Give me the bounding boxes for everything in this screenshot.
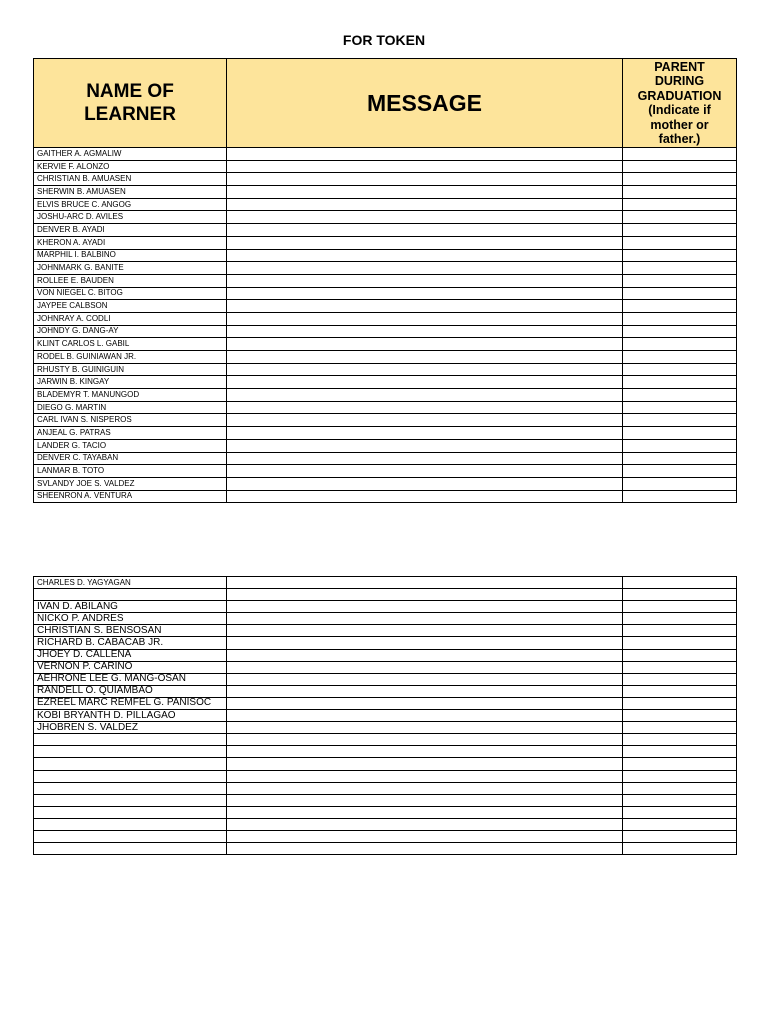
learner-name: SHEENRON A. VENTURA — [34, 490, 227, 503]
table-row — [34, 577, 737, 589]
message-cell[interactable] — [227, 173, 623, 186]
message-cell[interactable] — [227, 685, 623, 697]
table-row — [34, 325, 737, 338]
message-cell[interactable] — [227, 211, 623, 224]
learner-name — [34, 843, 227, 855]
parent-cell[interactable] — [623, 262, 737, 275]
message-cell[interactable] — [227, 312, 623, 325]
table-row — [34, 722, 737, 734]
parent-cell[interactable] — [623, 806, 737, 818]
message-cell[interactable] — [227, 830, 623, 842]
table-row — [34, 782, 737, 794]
message-cell[interactable] — [227, 722, 623, 734]
message-cell[interactable] — [227, 673, 623, 685]
message-cell[interactable] — [227, 465, 623, 478]
message-cell[interactable] — [227, 274, 623, 287]
table-row — [34, 312, 737, 325]
table-row — [34, 589, 737, 601]
table-row — [34, 710, 737, 722]
table-row — [34, 830, 737, 842]
document-title: FOR TOKEN — [342, 32, 426, 48]
table-row — [34, 376, 737, 389]
learner-name: LANDER G. TACIO — [34, 439, 227, 452]
learner-name: JOSHU-ARC D. AVILES — [34, 211, 227, 224]
message-cell[interactable] — [227, 758, 623, 770]
parent-cell[interactable] — [623, 673, 737, 685]
learner-name: ELVIS BRUCE C. ANGOG — [34, 198, 227, 211]
table-row — [34, 236, 737, 249]
learner-name: JOHNDY G. DANG-AY — [34, 325, 227, 338]
header-name-of-learner: NAME OF LEARNER — [34, 59, 227, 148]
table-row — [34, 262, 737, 275]
message-cell[interactable] — [227, 710, 623, 722]
message-cell[interactable] — [227, 843, 623, 855]
table-row — [34, 211, 737, 224]
message-cell[interactable] — [227, 300, 623, 313]
learner-name — [34, 589, 227, 601]
table-row — [34, 160, 737, 173]
learner-name: BLADEMYR T. MANUNGOD — [34, 389, 227, 402]
learner-name: EZREEL MARC REMFEL G. PANISOC — [34, 697, 227, 709]
parent-cell[interactable] — [623, 794, 737, 806]
table-row — [34, 414, 737, 427]
parent-cell[interactable] — [623, 649, 737, 661]
learner-name: SHERWIN B. AMUASEN — [34, 186, 227, 199]
parent-cell[interactable] — [623, 685, 737, 697]
learner-name: RODEL B. GUINIAWAN JR. — [34, 351, 227, 364]
parent-cell[interactable] — [623, 782, 737, 794]
table-row — [34, 806, 737, 818]
table-row — [34, 770, 737, 782]
parent-cell[interactable] — [623, 351, 737, 364]
message-cell[interactable] — [227, 613, 623, 625]
table-row — [34, 249, 737, 262]
table-row — [34, 613, 737, 625]
parent-cell[interactable] — [623, 758, 737, 770]
message-cell[interactable] — [227, 351, 623, 364]
table-row — [34, 637, 737, 649]
parent-cell[interactable] — [623, 160, 737, 173]
parent-cell[interactable] — [623, 427, 737, 440]
learner-name — [34, 746, 227, 758]
parent-cell[interactable] — [623, 722, 737, 734]
parent-cell[interactable] — [623, 287, 737, 300]
table-row — [34, 673, 737, 685]
table-row — [34, 625, 737, 637]
parent-cell[interactable] — [623, 198, 737, 211]
message-cell[interactable] — [227, 477, 623, 490]
parent-cell[interactable] — [623, 601, 737, 613]
learner-name — [34, 818, 227, 830]
learner-name: JOHNMARK G. BANITE — [34, 262, 227, 275]
table-row — [34, 351, 737, 364]
table-row — [34, 186, 737, 199]
table-row — [34, 198, 737, 211]
table-row — [34, 173, 737, 186]
parent-cell[interactable] — [623, 477, 737, 490]
parent-cell[interactable] — [623, 148, 737, 161]
message-cell[interactable] — [227, 734, 623, 746]
table-row — [34, 300, 737, 313]
table-row — [34, 338, 737, 351]
message-cell[interactable] — [227, 589, 623, 601]
parent-cell[interactable] — [623, 401, 737, 414]
table-row — [34, 649, 737, 661]
table-row — [34, 490, 737, 503]
message-cell[interactable] — [227, 160, 623, 173]
parent-cell[interactable] — [623, 625, 737, 637]
message-cell[interactable] — [227, 376, 623, 389]
learner-name: JARWIN B. KINGAY — [34, 376, 227, 389]
learner-name: JAYPEE CALBSON — [34, 300, 227, 313]
message-cell[interactable] — [227, 490, 623, 503]
parent-cell[interactable] — [623, 173, 737, 186]
learner-name: CHRISTIAN S. BENSOSAN — [34, 625, 227, 637]
learner-name: CHARLES D. YAGYAGAN — [34, 577, 227, 589]
table-row — [34, 794, 737, 806]
learner-name: KHERON A. AYADI — [34, 236, 227, 249]
message-cell[interactable] — [227, 186, 623, 199]
message-cell[interactable] — [227, 224, 623, 237]
message-cell[interactable] — [227, 625, 623, 637]
parent-cell[interactable] — [623, 249, 737, 262]
learner-name: VON NIEGEL C. BITOG — [34, 287, 227, 300]
parent-cell[interactable] — [623, 186, 737, 199]
message-cell[interactable] — [227, 661, 623, 673]
learner-name: DIEGO G. MARTIN — [34, 401, 227, 414]
table-row — [34, 697, 737, 709]
learner-name: JHOBREN S. VALDEZ — [34, 722, 227, 734]
parent-cell[interactable] — [623, 414, 737, 427]
parent-cell[interactable] — [623, 710, 737, 722]
parent-cell[interactable] — [623, 577, 737, 589]
message-cell[interactable] — [227, 414, 623, 427]
table-row — [34, 148, 737, 161]
learner-name — [34, 782, 227, 794]
parent-cell[interactable] — [623, 363, 737, 376]
learner-name: AEHRONE LEE G. MANG-OSAN — [34, 673, 227, 685]
table-row — [34, 746, 737, 758]
message-cell[interactable] — [227, 249, 623, 262]
table-row — [34, 734, 737, 746]
header-parent: PARENT DURING GRADUATION (Indicate if mother or father.) — [623, 59, 737, 148]
message-cell[interactable] — [227, 637, 623, 649]
table-row — [34, 477, 737, 490]
parent-cell[interactable] — [623, 818, 737, 830]
learner-name: JHOEY D. CALLENA — [34, 649, 227, 661]
message-cell[interactable] — [227, 325, 623, 338]
parent-cell[interactable] — [623, 211, 737, 224]
parent-cell[interactable] — [623, 389, 737, 402]
message-cell[interactable] — [227, 782, 623, 794]
parent-cell[interactable] — [623, 274, 737, 287]
parent-cell[interactable] — [623, 734, 737, 746]
message-cell[interactable] — [227, 198, 623, 211]
parent-cell[interactable] — [623, 830, 737, 842]
learner-name: SVLANDY JOE S. VALDEZ — [34, 477, 227, 490]
table-row — [34, 401, 737, 414]
message-cell[interactable] — [227, 389, 623, 402]
message-cell[interactable] — [227, 427, 623, 440]
learner-name: VERNON P. CARIÑO — [34, 661, 227, 673]
learner-name: KLINT CARLOS L. GABIL — [34, 338, 227, 351]
message-cell[interactable] — [227, 452, 623, 465]
parent-cell[interactable] — [623, 465, 737, 478]
table-row — [34, 224, 737, 237]
parent-cell[interactable] — [623, 452, 737, 465]
table-row — [34, 452, 737, 465]
parent-cell[interactable] — [623, 312, 737, 325]
learner-name: GAITHER A. AGMALIW — [34, 148, 227, 161]
parent-cell[interactable] — [623, 224, 737, 237]
learner-name: DENVER B. AYADI — [34, 224, 227, 237]
parent-cell[interactable] — [623, 490, 737, 503]
parent-cell[interactable] — [623, 746, 737, 758]
table-row — [34, 601, 737, 613]
header-message: MESSAGE — [227, 59, 623, 148]
learner-name — [34, 806, 227, 818]
learner-name: KOBI BRYANTH D. PILLAGAO — [34, 710, 227, 722]
parent-cell[interactable] — [623, 770, 737, 782]
table-row — [34, 465, 737, 478]
message-cell[interactable] — [227, 262, 623, 275]
table-row — [34, 389, 737, 402]
message-cell[interactable] — [227, 148, 623, 161]
message-cell[interactable] — [227, 794, 623, 806]
table-row — [34, 427, 737, 440]
parent-cell[interactable] — [623, 236, 737, 249]
message-cell[interactable] — [227, 363, 623, 376]
message-cell[interactable] — [227, 818, 623, 830]
parent-cell[interactable] — [623, 843, 737, 855]
table-row — [34, 274, 737, 287]
learner-name: NICKO P. ANDRES — [34, 613, 227, 625]
learners-table-2 — [33, 576, 737, 855]
parent-cell[interactable] — [623, 661, 737, 673]
table-row — [34, 685, 737, 697]
parent-cell[interactable] — [623, 613, 737, 625]
parent-cell[interactable] — [623, 376, 737, 389]
message-cell[interactable] — [227, 649, 623, 661]
learner-name: IVAN D. ABILANG — [34, 601, 227, 613]
learner-name: ANJEAL G. PATRAS — [34, 427, 227, 440]
table-row — [34, 439, 737, 452]
message-cell[interactable] — [227, 401, 623, 414]
message-cell[interactable] — [227, 806, 623, 818]
learner-name — [34, 758, 227, 770]
learner-name — [34, 794, 227, 806]
learner-name: KERVIE F. ALONZO — [34, 160, 227, 173]
message-cell[interactable] — [227, 577, 623, 589]
table-row — [34, 843, 737, 855]
learner-name: DENVER C. TAYABAN — [34, 452, 227, 465]
message-cell[interactable] — [227, 601, 623, 613]
table-row — [34, 661, 737, 673]
learner-name: CHRISTIAN B. AMUASEN — [34, 173, 227, 186]
message-cell[interactable] — [227, 697, 623, 709]
parent-cell[interactable] — [623, 325, 737, 338]
learner-name: RHUSTY B. GUINIGUIN — [34, 363, 227, 376]
learner-name: CARL IVAN S. NISPEROS — [34, 414, 227, 427]
parent-cell[interactable] — [623, 637, 737, 649]
parent-cell[interactable] — [623, 439, 737, 452]
table-row — [34, 758, 737, 770]
parent-cell[interactable] — [623, 300, 737, 313]
learner-name — [34, 734, 227, 746]
learner-name — [34, 770, 227, 782]
learner-name — [34, 830, 227, 842]
learner-name: ROLLEE E. BAUDEN — [34, 274, 227, 287]
learner-name: RICHARD B. CABACAB JR. — [34, 637, 227, 649]
message-cell[interactable] — [227, 338, 623, 351]
message-cell[interactable] — [227, 287, 623, 300]
message-cell[interactable] — [227, 746, 623, 758]
learner-name: MARPHIL I. BALBINO — [34, 249, 227, 262]
learner-name: RANDELL O. QUIAMBAO — [34, 685, 227, 697]
parent-cell[interactable] — [623, 589, 737, 601]
header-row — [34, 59, 737, 148]
learner-name: JOHNRAY A. CODLI — [34, 312, 227, 325]
message-cell[interactable] — [227, 236, 623, 249]
message-cell[interactable] — [227, 439, 623, 452]
table-row — [34, 363, 737, 376]
table-row — [34, 818, 737, 830]
table-row — [34, 287, 737, 300]
learner-name: LANMAR B. TOTO — [34, 465, 227, 478]
learners-table-1 — [33, 58, 737, 503]
parent-cell[interactable] — [623, 338, 737, 351]
message-cell[interactable] — [227, 770, 623, 782]
parent-cell[interactable] — [623, 697, 737, 709]
